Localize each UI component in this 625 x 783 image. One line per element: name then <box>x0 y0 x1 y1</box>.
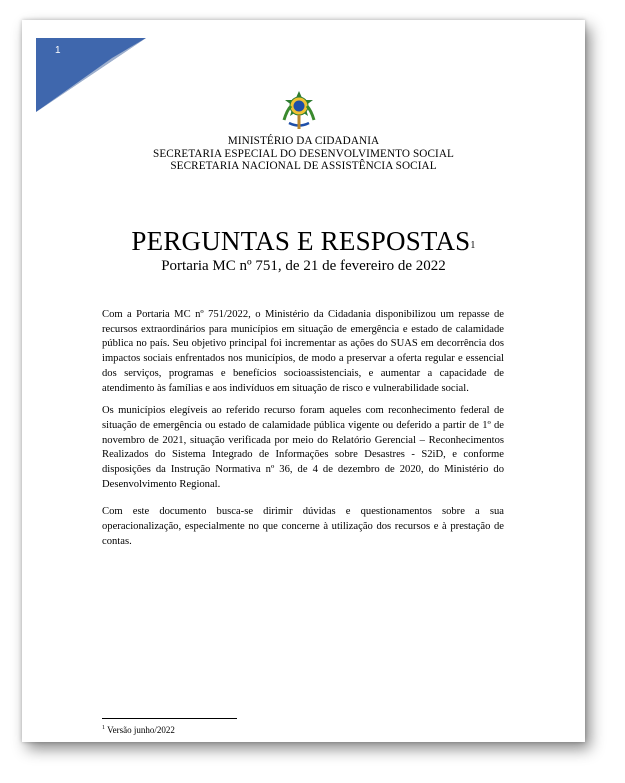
header-line-secretariat-national: SECRETARIA NACIONAL DE ASSISTÊNCIA SOCIAL <box>170 160 437 172</box>
document-body <box>102 308 504 558</box>
page-corner-decoration <box>22 20 152 120</box>
title-text: PERGUNTAS E RESPOSTAS <box>131 226 471 256</box>
document-title <box>22 226 585 256</box>
footnote-text: Versão junho/2022 <box>107 725 175 735</box>
document-subtitle: Portaria MC nº 751, de 21 de fevereiro de 2022 <box>161 258 446 274</box>
brazil-coat-of-arms-icon <box>279 90 319 132</box>
footnote <box>102 725 175 735</box>
footnote-marker: 1 <box>102 725 105 731</box>
paragraph-purpose: Com este documento busca-se dirimir dúvidas e questionamentos sobre a sua operacionalização, especialmente no que concerne à utilização dos recursos e à prestação de contas. <box>102 506 504 547</box>
page-number: 1 <box>55 45 61 56</box>
header-line-secretariat-special: SECRETARIA ESPECIAL DO DESENVOLVIMENTO SOCIAL <box>153 147 454 160</box>
document-page <box>22 20 585 742</box>
ministry-header <box>22 135 585 173</box>
header-line-ministry: MINISTÉRIO DA CIDADANIA <box>227 135 380 147</box>
footnote-separator <box>102 718 237 719</box>
title-footnote-ref: 1 <box>470 240 476 251</box>
paragraph-eligibility: Os municípios elegíveis ao referido recurso foram aqueles com reconhecimento federal de situação de emergência ou estado de calamidade pública vigente ou deferido a partir de 1º de novembro de 2021, situação verificada por meio do Relatório Gerencial – Reconhecimentos Realizados do Sistema Integrado de Informações sobre Desastres - S2iD, e conforme disposições da Instrução Normativa nº 36, de 4 de dezembro de 2020, do Ministério do Desenvolvimento Regional. <box>102 405 504 490</box>
paragraph-intro: Com a Portaria MC nº 751/2022, o Ministério da Cidadania disponibilizou um repasse de recursos extraordinários para municípios em situação de emergência e estado de calamidade pública no país. Seu objetivo principal foi incrementar as ações do SUAS em decorrência dos impactos sociais enfrentados nos municípios, de modo a preservar a oferta regular e essencial dos serviços, programas e benefícios socioassistenciais, e aumentar a capacidade de atendimento às famílias e aos indivíduos em situação de risco e vulnerabilidade social. <box>102 309 504 394</box>
